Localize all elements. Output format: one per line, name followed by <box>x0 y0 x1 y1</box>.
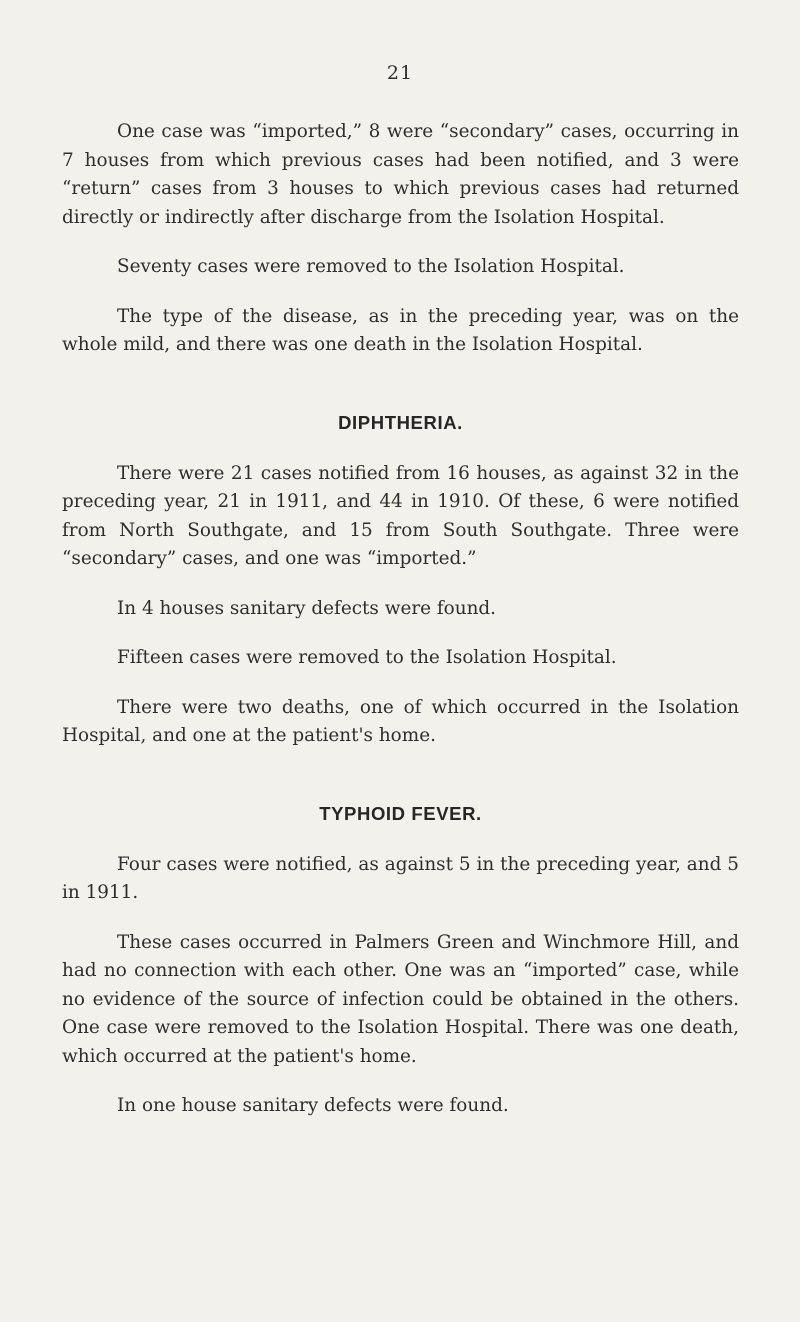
paragraph: There were 21 cases notified from 16 houses, as against 32 in the preceding year, 21 in 1911, and 44 in 1910. Of these, 6 were notified from North Southgate, and 15 from South Southgate. Three were “secondary” cases, and one was “imported.” <box>62 462 739 569</box>
page-content <box>62 118 739 1121</box>
scarlet-fever-continued-section <box>62 118 739 360</box>
paragraph: In 4 houses sanitary defects were found. <box>117 597 497 619</box>
diphtheria-section <box>62 412 739 751</box>
paragraph: Four cases were notified, as against 5 in the preceding year, and 5 in 1911. <box>62 853 739 903</box>
paragraph: There were two deaths, one of which occurred in the Isolation Hospital, and one at the patient's home. <box>62 696 739 746</box>
page-number: 21 <box>386 62 414 84</box>
section-heading-typhoid-fever: TYPHOID FEVER. <box>319 802 482 824</box>
paragraph: One case was “imported,” 8 were “secondary” cases, occurring in 7 houses from which previous cases had been notified, and 3 were “return” cases from 3 houses to which previous cases had returned directly or indirectly after discharge from the Isolation Hospital. <box>62 121 739 228</box>
paragraph: Seventy cases were removed to the Isolation Hospital. <box>117 256 625 277</box>
paragraph: Fifteen cases were removed to the Isolation Hospital. <box>117 647 617 668</box>
paragraph: In one house sanitary defects were found. <box>117 1095 509 1116</box>
paragraph: The type of the disease, as in the preceding year, was on the whole mild, and there was one death in the Isolation Hospital. <box>62 305 739 355</box>
typhoid-fever-section <box>62 803 739 1121</box>
section-heading-diphtheria: DIPHTHERIA. <box>338 411 463 433</box>
paragraph: These cases occurred in Palmers Green and Winchmore Hill, and had no connection with each other. One was an “imported” case, while no evidence of the source of infection could be obtained in the others. One case were removed to the Isolation Hospital. There was one death, which occurred at the patient's home. <box>62 931 739 1067</box>
